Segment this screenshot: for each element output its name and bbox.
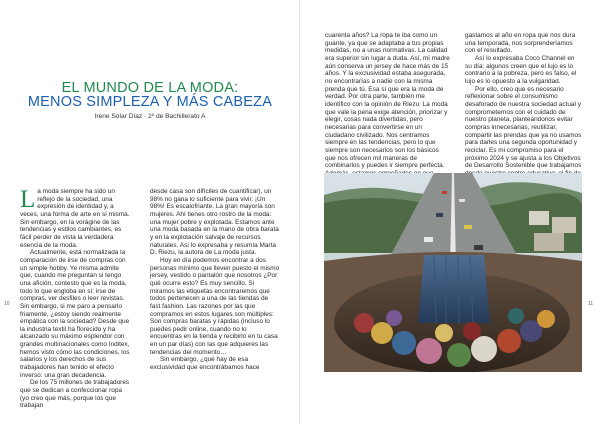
left-column-2	[150, 188, 280, 372]
paragraph: Actualmente, está normalizada la comparación de irse de compras con un simple hobby. Ye misma admite que, cuando me preguntan si tengo una afición, contesto que es la moda, todo lo que engloba en sí: irse de compras, ver desfiles o leer revistas. Sin embargo, si me paro a pensarlo friamente, ¿estoy siendo realmente empática con la sociedad? Desde que la industria textil ha florecido y ha alcanzado su máximo esplendor con grandes multinacionales como Inditex, hemos visto cómo las condiciones, los salarios y los derechos de sus trabajadores han tenido el efecto inverso: una gran decadencia.	[20, 249, 130, 379]
article-byline: Irene Solar Díaz · 2º de Bachillerato A	[94, 113, 206, 120]
article-title-line1: EL MUNDO DE LA MODA:	[61, 80, 239, 96]
paragraph: gastamos al año en ropa que nos dura una temporada, nos sorprenderíamos con el resultado.	[465, 32, 576, 55]
paragraph: desde casa son difíciles de cuantificar), un 98% no gana lo suficiente para vivir. ¡Un 98%! Es escalofriante. La gran mayoría son mujeres. Ahí tienes otro rostro de la moda: una mujer pobre y explotada. Estamos ante una moda basada en la mano de obra barata y en la explotación salvaje de recursos naturales. Así lo expresaba y resumía Marta D. Riezu, la autora de La moda justa.	[150, 188, 279, 257]
paragraph: cuarenta años? La ropa te iba como un guante, ya que se adaptaba a tus propias medidas, no a unas normativas. La calidad era superior sin lugar a duda. Así, mi madre aún conserva un jersey de hace más de 15 años. Y la exclusividad estaba asegurada, no encontrarías a nadie con la misma prenda que tú. Esa sí que era la moda de verdad. Por otra parte, también me identifico con la opinión de Riezu: La moda que vale la pena exige atención, priorizar y elegir, cosas nada divertidas, pero necesarias para convertirse en un ciudadano civilizado. Nos centramos siempre en las tendencias, pero lo que siempre son necesarios son los básicos que nos ofrecen mil maneras de combinarlos y puedes ir siempre perfecta.	[325, 32, 450, 170]
drop-cap: L	[20, 186, 36, 213]
paragraph: Por ello, creo que es necesario reflexionar sobre el consumismo desaforado de nuestra sociedad actual y comprometernos con el cuidado de nuestro planeta, planteándonos evitar compras innecesarias, reutilizar, compartir las prendas que ya no usamos para darles una segunda oportunidad y reciclar. Es mi compromiso para el próximo 2024 y se ajusta a los Objetivos de Desarrollo Sostenible que trabajamos	[465, 85, 582, 170]
article-title-line2: MENOS SIMPLEZA Y MÁS CABEZA	[27, 94, 273, 110]
article-photo-denim-pit-landfill	[324, 173, 582, 372]
paragraph: La moda siempre ha sido un reflejo de la sociedad, una expresión de identidad y, a veces, una forma de arte en sí misma. Sin embargo, en la vorágine de las tendencias y estilos cambiantes, es fácil perder de vista la verdadera esencia de la moda.	[20, 186, 130, 249]
page-number-right: 11	[588, 301, 594, 307]
paragraph: Sin embargo, ¿qué hay de esa exclusividad que encontrábamos hace	[150, 356, 260, 372]
page-number-left: 10	[4, 301, 10, 307]
paragraph: Así lo expresaba Coco Channel en su día: algunos creen que el lujo es lo contrario a la pobreza, pero es falso, el lujo es lo opuesto a la vulgaridad.	[465, 54, 577, 85]
left-column-1	[20, 188, 132, 410]
paragraph: Hoy en día podemos encontrar a dos personas mínimo que lleven puesto el mismo jersey, vestido o pantalón que nosotros ¿Por qué ocurre esto? Es muy sencillo. Si miramos las etiquetas encontraremos que todos pertenecen a una de las tiendas de fast fashion. Las razones por las que compramos en estos lugares son múltiples: Son compras baratas y rápidas (incluso lo puedes pedir online, cuando no lo encuentras en la tienda y recibirlo en tu casa en un par días) con las que adquieres las tendencias del momento…	[150, 256, 280, 356]
paragraph: De los 75 millones de trabajadores que se dedican a confeccionar ropa (yo creo que más, porque los que trabajan	[20, 379, 130, 410]
